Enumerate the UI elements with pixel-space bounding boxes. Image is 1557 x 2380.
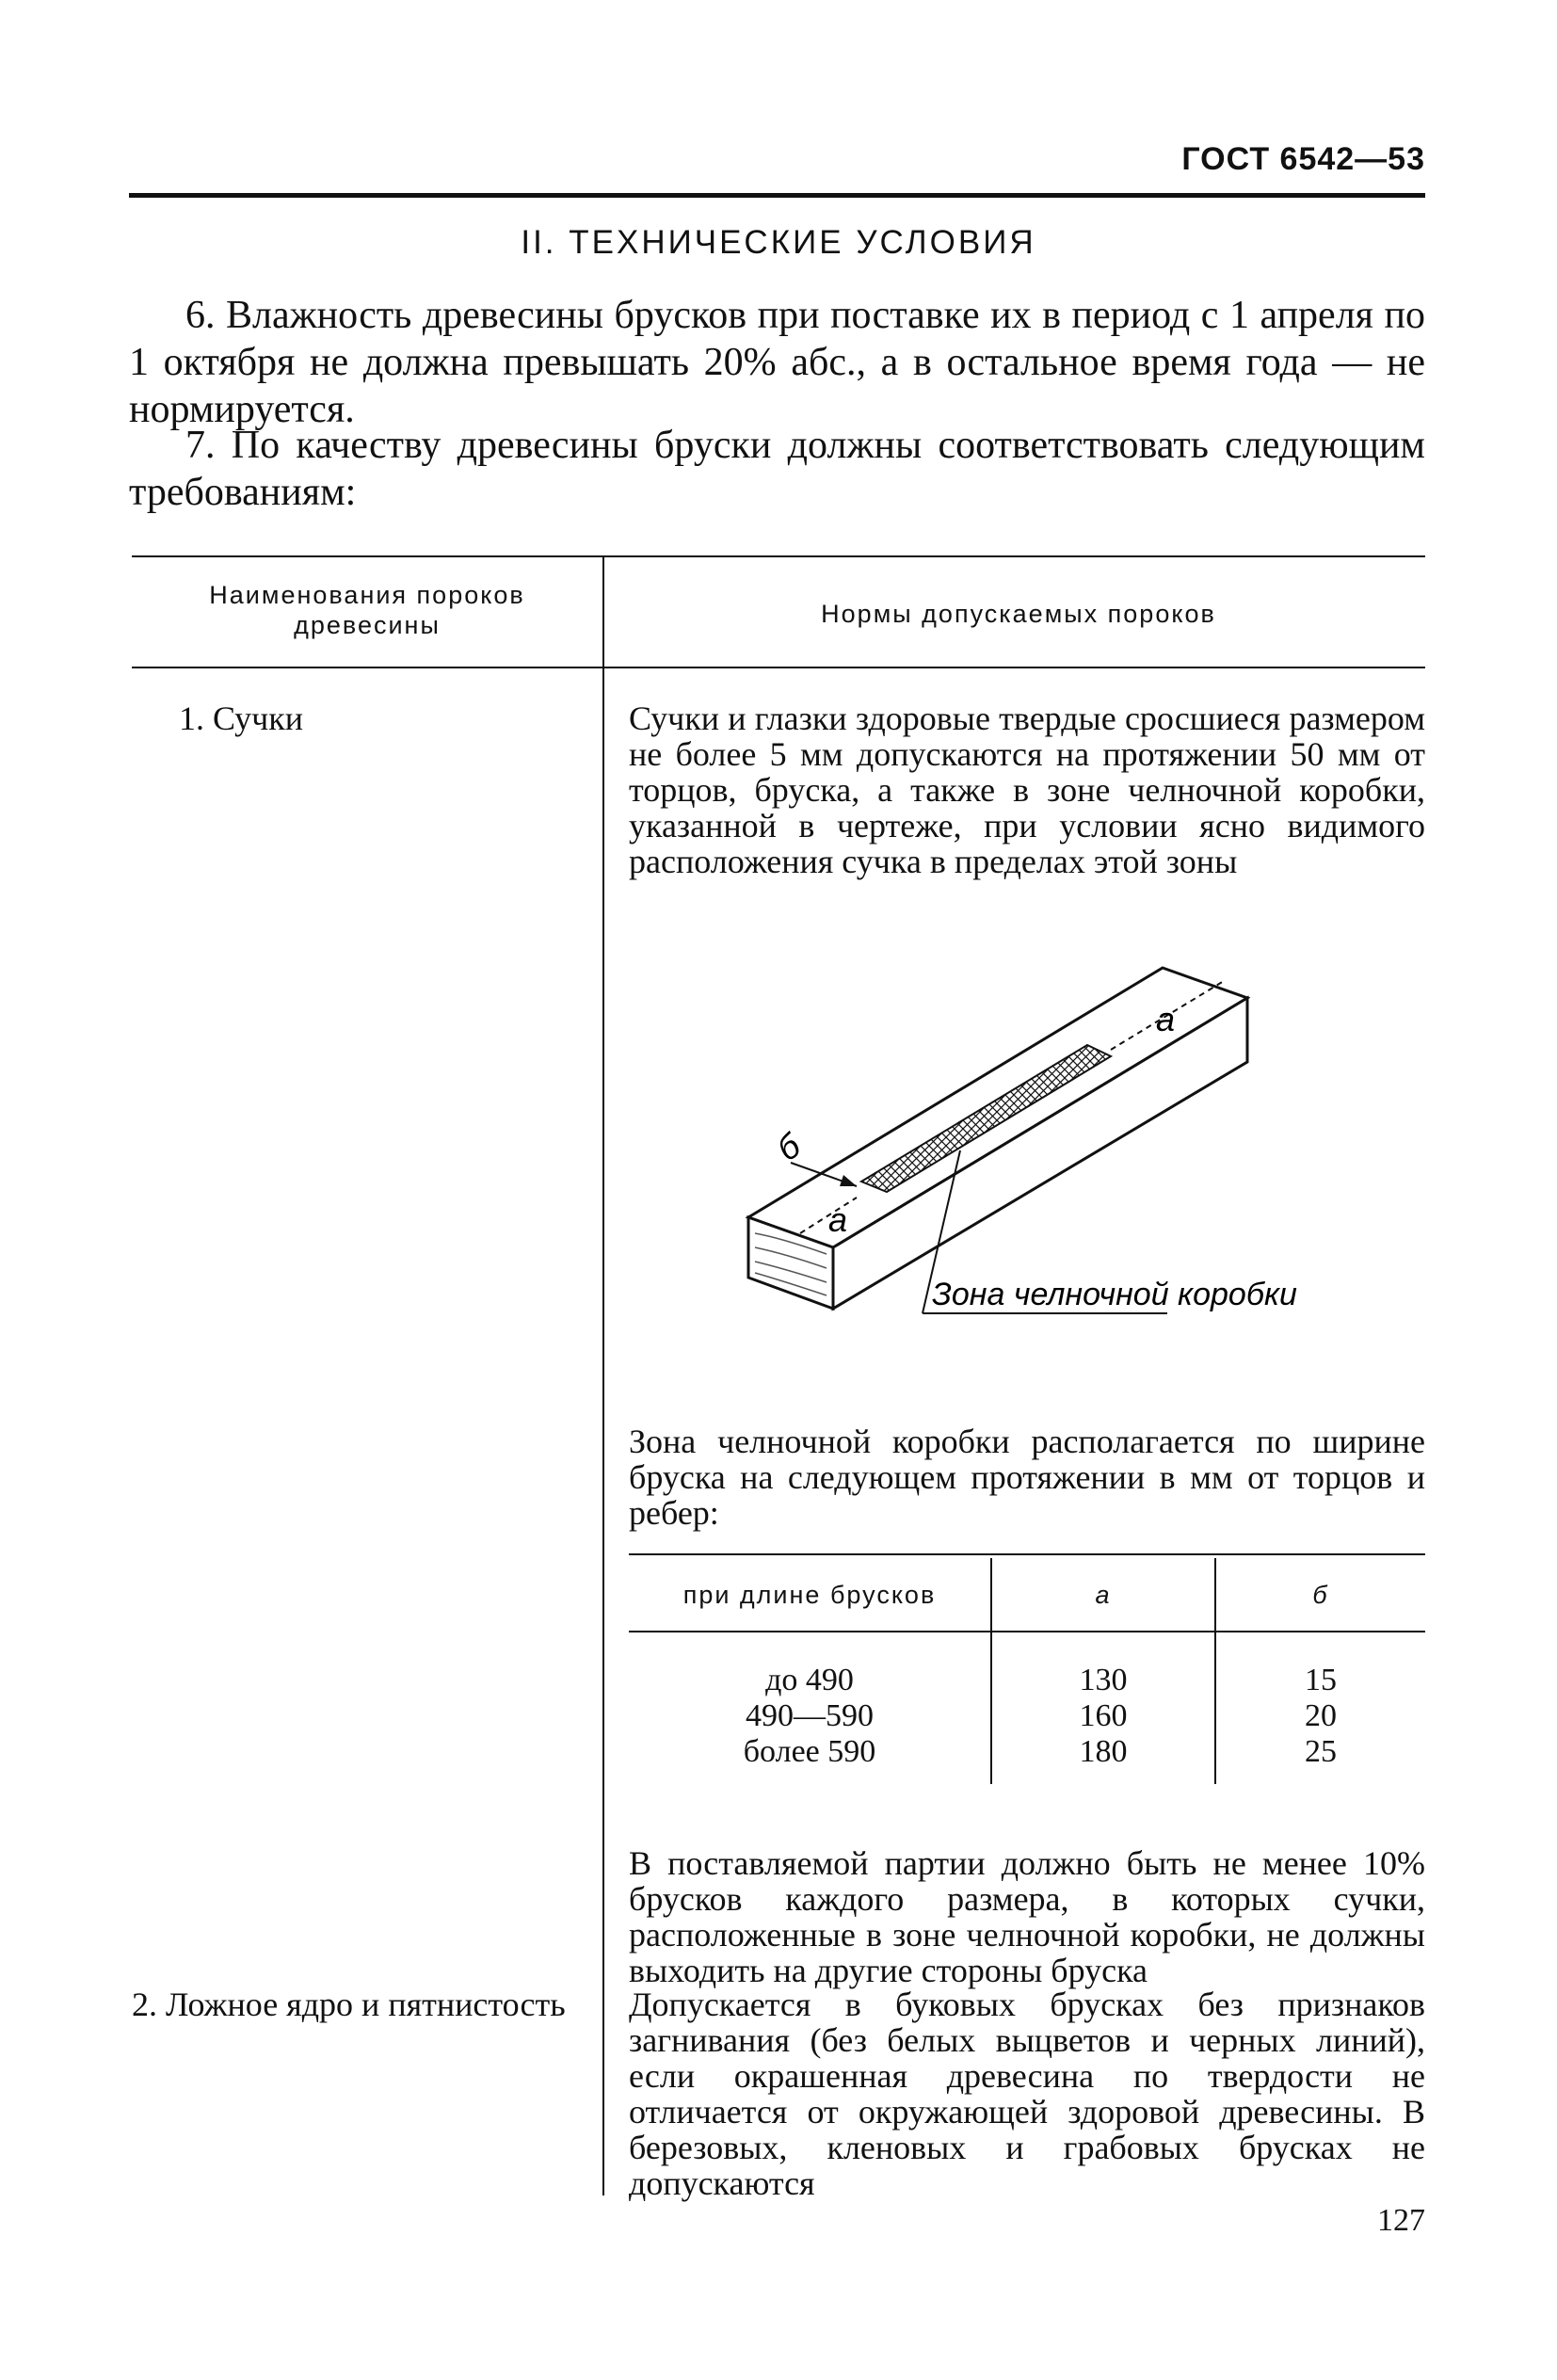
shuttle-zone-figure [734, 951, 1337, 1327]
paragraph-7-text: 7. По качеству древесины бруски должны соответствовать следующим требованиям: [129, 424, 1425, 514]
table-cell: 25 [1305, 1734, 1337, 1769]
subtable-top-rule [629, 1553, 1425, 1555]
batch-requirement: В поставляемой партии должно быть не менее 10% брусков каждого размера, в которых сучки, расположенные в зоне челночной коробки, не должны выходить на другие стороны бруска [629, 1844, 1425, 1989]
table-column-divider [602, 557, 604, 2195]
row-2-name: 2. Ложное ядро и пятнистость [132, 1986, 566, 2023]
table-top-rule [132, 555, 1425, 557]
table-cell: до 490 [765, 1663, 854, 1697]
section-title: II. ТЕХНИЧЕСКИЕ УСЛОВИЯ [521, 224, 1036, 261]
row-1-name: 1. Сучки [179, 700, 303, 737]
zone-description: Зона челночной коробки располагается по ширине бруска на следующем протяжении в мм от торцов и ребер: [629, 1423, 1425, 1532]
subtable-header-rule [629, 1631, 1425, 1632]
row-1-norm: Сучки и глазки здоровые твердые сросшиеся размером не более 5 мм допускаются на протяжении 50 мм от торцов, бруска, а также в зоне челночной коробки, указанной в чертеже, при условии ясно видимого расположения сучка в пределах этой зоны [629, 700, 1425, 880]
subtable-header-a: а [1095, 1581, 1112, 1609]
page-number: 127 [1377, 2203, 1425, 2238]
table-header-rule [132, 667, 1425, 668]
paragraph-6-text: 6. Влажность древесины брусков при поставке их в период с 1 апреля по 1 октября не должна превышать 20% абс., а в остальное время года — не нормируется. [129, 294, 1425, 431]
label-b: б [769, 1126, 808, 1169]
column-header-defects: Наименования пороков древесины [209, 581, 525, 639]
subtable-col-length [629, 1663, 990, 1770]
row-2-norm: Допускается в буковых брусках без признаков загнивания (без белых выцветов и черных линий), если окрашенная древесина по твердости не отличается от окружающей здоровой древесины. В березовых, кленовых и грабовых брусках не допускаются [629, 1986, 1425, 2202]
subtable-header-b: б [1312, 1581, 1329, 1609]
figure-caption: Зона челночной коробки [932, 1277, 1297, 1312]
paragraph-7 [129, 422, 1425, 516]
table-cell: 130 [1079, 1663, 1128, 1697]
header-rule [129, 193, 1425, 198]
subtable-col-b [1216, 1663, 1425, 1770]
table-cell: 180 [1079, 1734, 1128, 1769]
subtable-header-length: при длине брусков [682, 1581, 937, 1609]
column-header-norms: Нормы допускаемых пороков [821, 600, 1216, 628]
table-cell: 160 [1079, 1698, 1128, 1733]
label-a-back: a [1156, 1000, 1176, 1038]
standard-number: ГОСТ 6542—53 [1181, 141, 1425, 177]
table-cell: 20 [1305, 1698, 1337, 1733]
paragraph-6 [129, 292, 1425, 433]
subtable-col-a [992, 1663, 1214, 1770]
table-cell: 490—590 [746, 1698, 874, 1733]
table-cell: более 590 [743, 1734, 876, 1769]
table-cell: 15 [1305, 1663, 1337, 1697]
label-a-front: a [828, 1200, 848, 1239]
